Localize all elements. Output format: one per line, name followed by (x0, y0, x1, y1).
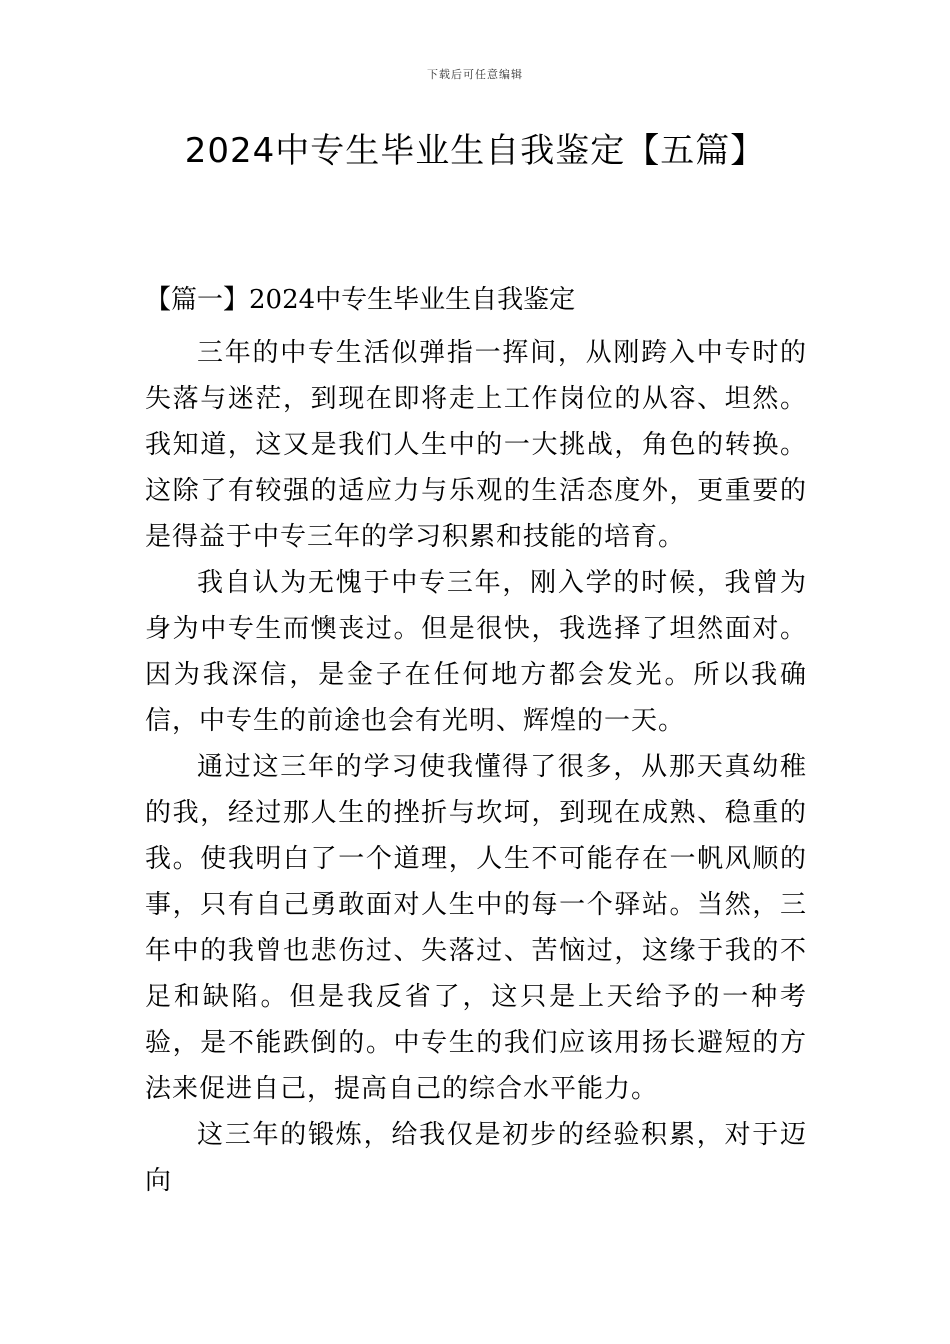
paragraph-4: 这三年的锻炼，给我仅是初步的经验积累，对于迈向 (145, 1120, 807, 1196)
header-note: 下载后可任意编辑 (427, 68, 523, 81)
body-text (145, 330, 807, 1204)
paragraph-1: 三年的中专生活似弹指一挥间，从刚跨入中专时的失落与迷茫，到现在即将走上工作岗位的从容、坦然。我知道，这又是我们人生中的一大挑战，角色的转换。这除了有较强的适应力与乐观的生活态度外，更重要的是得益于中专三年的学习积累和技能的培育。 (145, 338, 807, 552)
paragraph-2: 我自认为无愧于中专三年，刚入学的时候，我曾为身为中专生而懊丧过。但是很快，我选择了坦然面对。因为我深信，是金子在任何地方都会发光。所以我确信，中专生的前途也会有光明、辉煌的一天。 (145, 568, 807, 736)
document-title: 2024中专生毕业生自我鉴定【五篇】 (184, 131, 766, 171)
section-heading: 【篇一】2024中专生毕业生自我鉴定 (145, 285, 576, 315)
paragraph-3: 通过这三年的学习使我懂得了很多，从那天真幼稚的我，经过那人生的挫折与坎坷，到现在成熟、稳重的我。使我明白了一个道理，人生不可能存在一帆风顺的事，只有自己勇敢面对人生中的每一个驿站。当然，三年中的我曾也悲伤过、失落过、苦恼过，这缘于我的不足和缺陷。但是我反省了，这只是上天给予的一种考验，是不能跌倒的。中专生的我们应该用扬长避短的方法来促进自己，提高自己的综合水平能力。 (145, 752, 807, 1104)
